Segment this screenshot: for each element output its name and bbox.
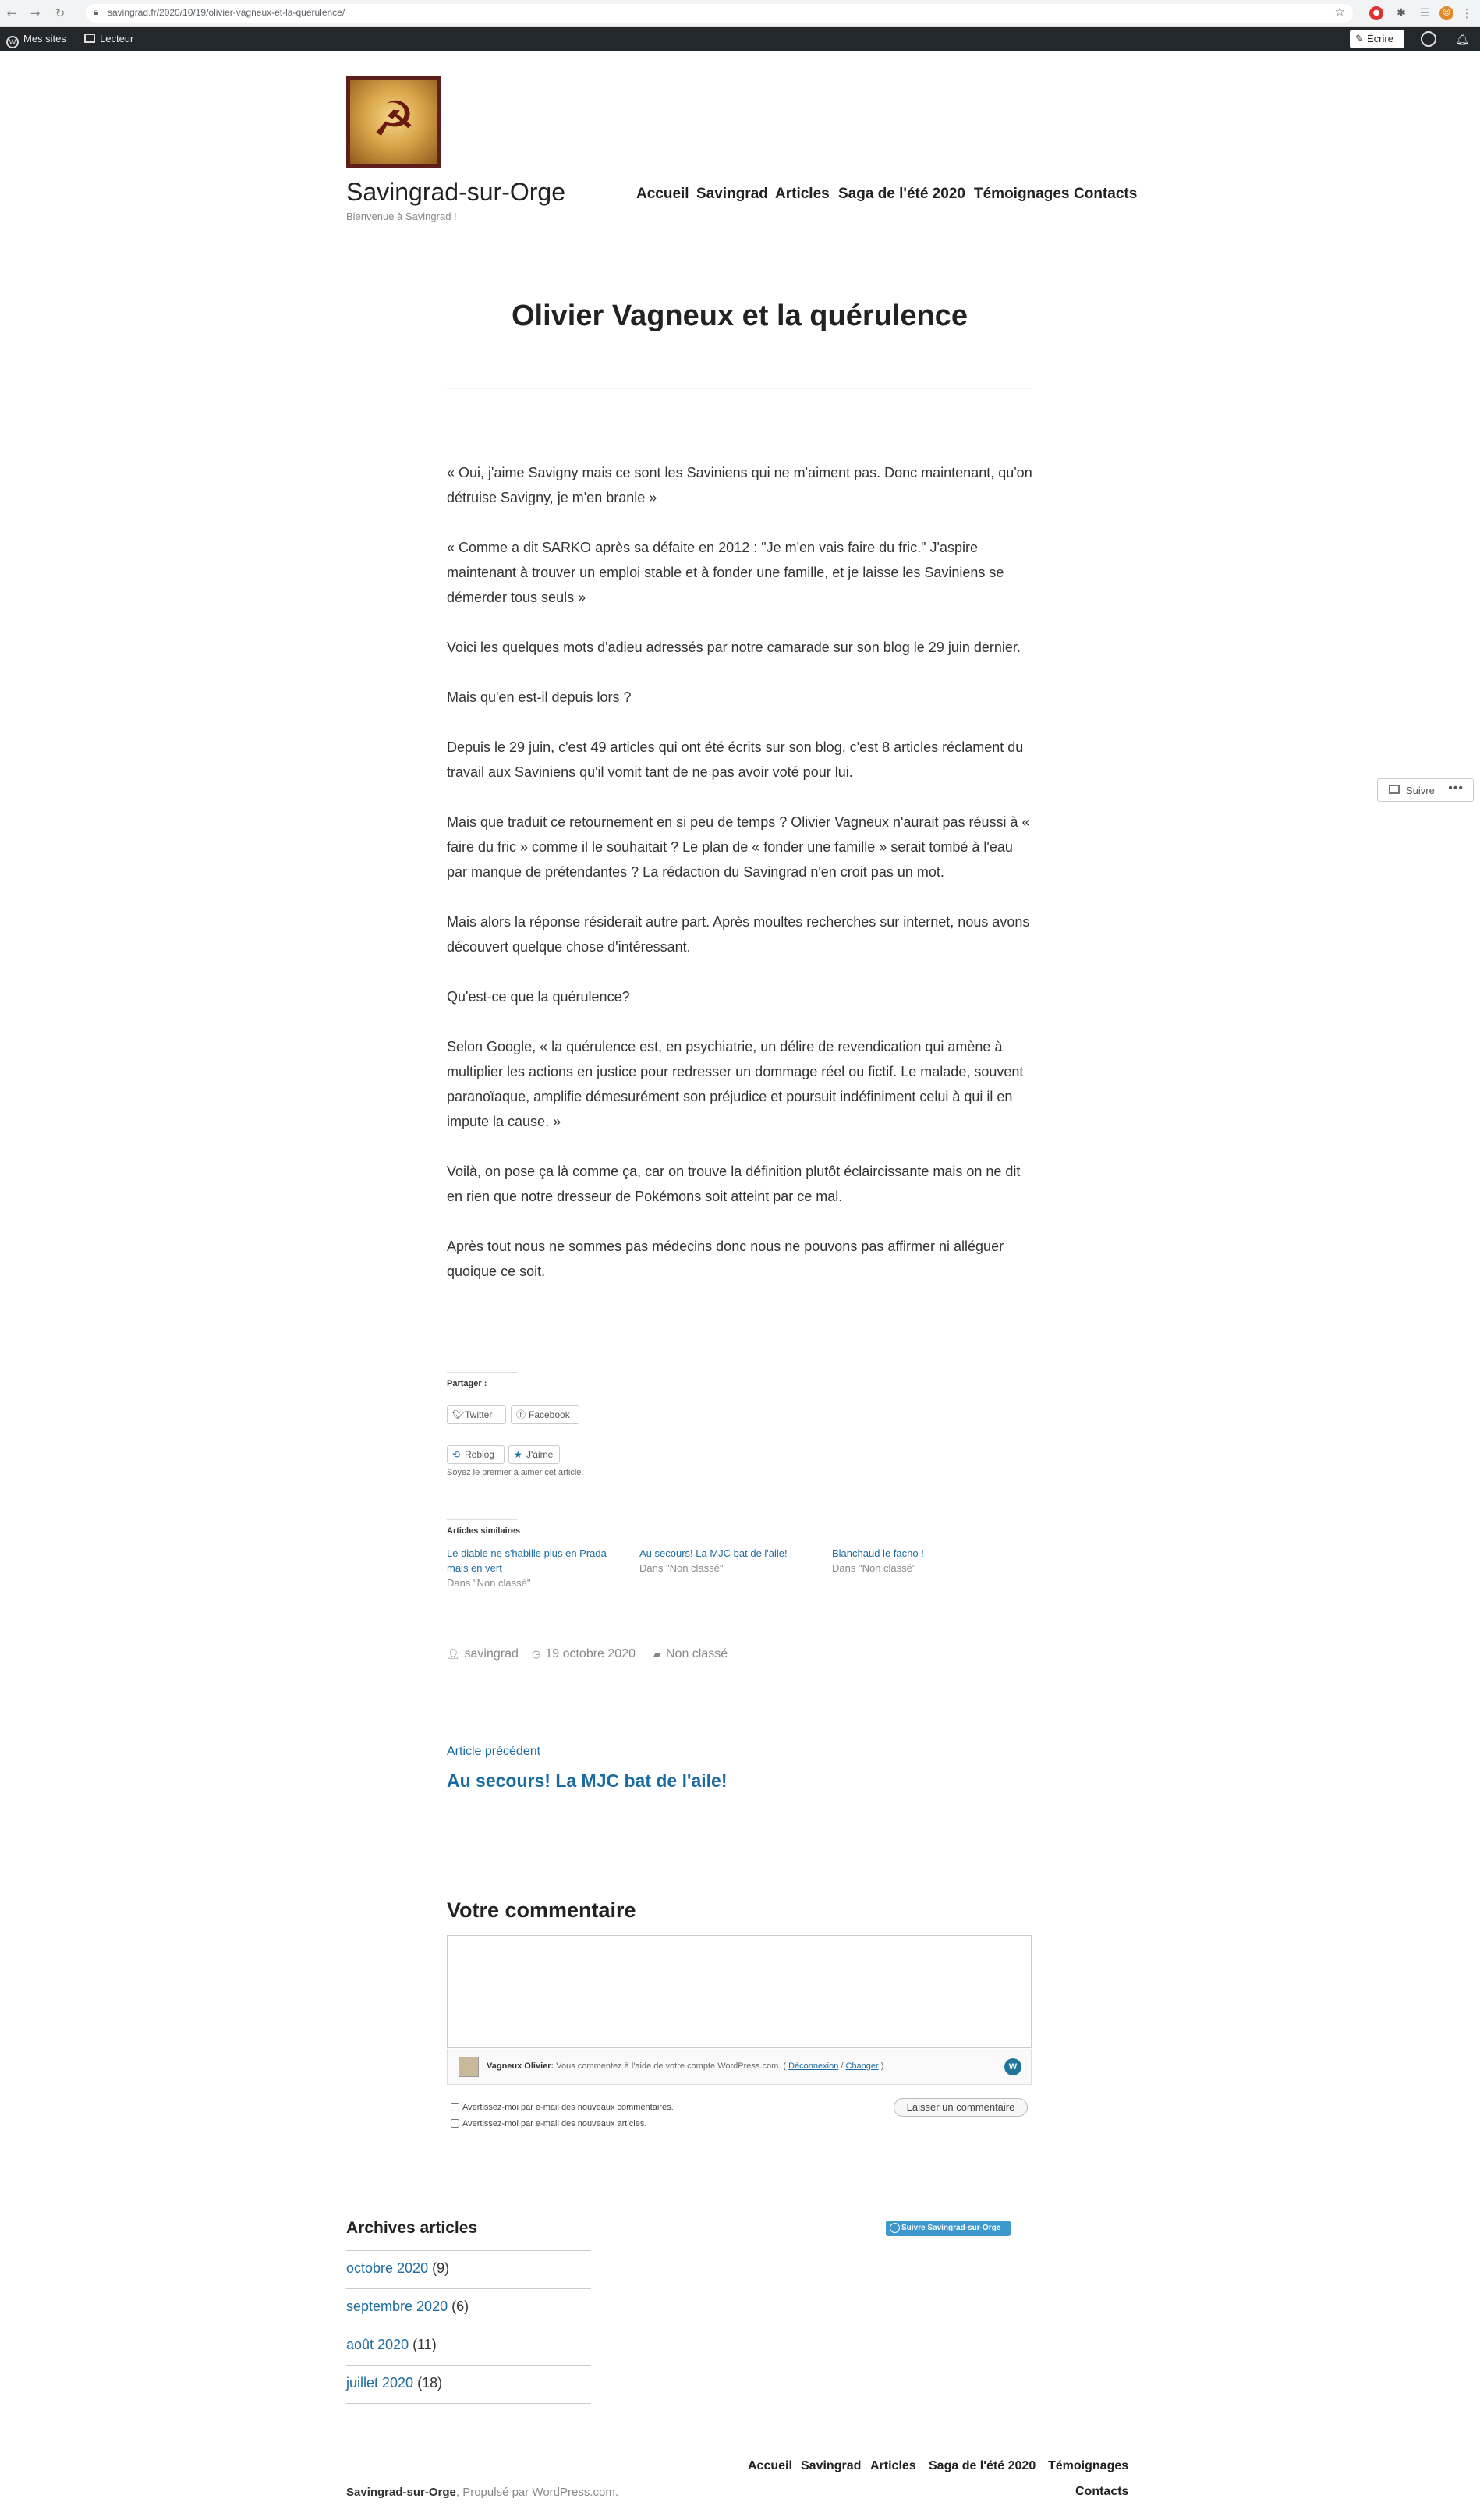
site-logo[interactable]	[346, 76, 441, 168]
browser-toolbar	[0, 0, 1480, 27]
previous-post-link[interactable]: Au secours! La MJC bat de l'aile!	[447, 1770, 728, 1791]
related-category: Dans "Non classé"	[832, 1562, 916, 1574]
footer-nav-temoignages[interactable]: Témoignages	[1048, 2459, 1129, 2472]
like-button[interactable]	[508, 1445, 560, 1464]
browser-menu-icon[interactable]: ⋮	[1461, 6, 1473, 20]
nav-item-contacts[interactable]: Contacts	[1074, 186, 1138, 202]
post-date[interactable]	[532, 1647, 636, 1661]
footer-nav-saga[interactable]: Saga de l'été 2020	[929, 2459, 1036, 2472]
notify-comments-label: Avertissez-moi par e-mail des nouveaux commentaires.	[462, 2103, 674, 2112]
article-body	[447, 460, 1033, 1309]
reload-icon[interactable]: ↻	[55, 6, 66, 20]
footer-nav-articles[interactable]: Articles	[870, 2459, 916, 2472]
notify-posts-label: Avertissez-moi par e-mail des nouveaux articles.	[462, 2119, 647, 2128]
star-like-icon: ★	[514, 1449, 522, 1460]
article-paragraph: Après tout nous ne sommes pas médecins donc nous ne pouvons pas affirmer ni alléguer quoique ce soit.	[447, 1239, 1004, 1279]
archive-item[interactable]	[346, 2365, 591, 2403]
clock-icon: ◷	[532, 1648, 541, 1660]
wordpress-icon: W	[1004, 2058, 1021, 2075]
sharing-heading: Partager :	[447, 1379, 487, 1388]
article-paragraph: Voilà, on pose ça là comme ça, car on trouve la définition plutôt éclaircissante mais on ne dit en rien que notre dresseur de Pokémons soit atteint par ce mal.	[447, 1164, 1021, 1204]
commenter-name: Vagneux Olivier:	[487, 2061, 554, 2071]
article-paragraph: Mais alors la réponse résiderait autre part. Après moultes recherches sur internet, nous avons découvert quelque chose d'intéressant.	[447, 914, 1030, 955]
archive-link[interactable]: juillet 2020	[346, 2375, 414, 2391]
facebook-icon: ⓕ	[516, 1409, 526, 1420]
archive-link[interactable]: septembre 2020	[346, 2298, 448, 2314]
article-paragraph: « Oui, j'aime Savigny mais ce sont les Saviniens qui ne m'aiment pas. Donc maintenant, qu'on détruise Savigny, je m'en branle »	[447, 465, 1032, 505]
write-button[interactable]	[1350, 30, 1404, 48]
archive-count: (6)	[451, 2298, 469, 2314]
change-account-link[interactable]: Changer	[845, 2061, 879, 2071]
facebook-share-button[interactable]	[511, 1405, 579, 1424]
facebook-label: Facebook	[529, 1409, 570, 1420]
paren-open: (	[783, 2061, 787, 2071]
wordpress-icon	[890, 2223, 900, 2233]
archive-item[interactable]	[346, 2327, 591, 2365]
logged-in-info	[487, 2061, 883, 2071]
reader-link[interactable]	[84, 32, 133, 46]
admin-bar	[0, 27, 1480, 51]
comment-input[interactable]	[448, 1936, 1031, 2047]
related-item[interactable]	[639, 1546, 811, 1575]
write-label: Écrire	[1367, 33, 1393, 44]
previous-post-label[interactable]: Article précédent	[447, 1745, 541, 1758]
submit-comment-button[interactable]: Laisser un commentaire	[894, 2098, 1028, 2117]
my-sites-link[interactable]	[6, 32, 66, 46]
post-category[interactable]	[653, 1647, 728, 1661]
follow-blog-label: Suivre Savingrad-sur-Orge	[901, 2224, 1001, 2232]
footer-credit	[346, 2486, 618, 2499]
nav-item-saga[interactable]: Saga de l'été 2020	[838, 186, 965, 202]
site-title[interactable]: Savingrad-sur-Orge	[346, 178, 565, 206]
reader-icon	[84, 34, 95, 43]
lock-icon: 🔒︎	[94, 6, 99, 17]
archive-count: (11)	[412, 2337, 437, 2352]
related-category: Dans "Non classé"	[639, 1562, 724, 1574]
related-item[interactable]	[447, 1546, 618, 1590]
follow-label[interactable]: Suivre	[1406, 785, 1435, 796]
date-text[interactable]: 19 octobre 2020	[545, 1647, 636, 1661]
archive-item[interactable]	[346, 2288, 591, 2327]
more-options-icon[interactable]: •••	[1448, 782, 1464, 795]
related-divider	[447, 1519, 517, 1520]
footer-nav-contacts[interactable]: Contacts	[1075, 2485, 1129, 2498]
comment-textarea[interactable]	[447, 1935, 1032, 2048]
paren-close: )	[880, 2061, 884, 2071]
folder-icon: ▰	[653, 1648, 661, 1660]
article-paragraph: Depuis le 29 juin, c'est 49 articles qui ont été écrits sur son blog, c'est 8 articles réclament du travail aux Saviniens qu'il vomit tant de ne pas avoir voté pour lui.	[447, 739, 1024, 780]
related-heading: Articles similaires	[447, 1526, 521, 1536]
notifications-bell-icon[interactable]: 🔔︎	[1455, 33, 1469, 45]
logged-in-text: Vous commentez à l'aide de votre compte WordPress.com.	[556, 2061, 781, 2071]
archives-heading: Archives articles	[346, 2219, 478, 2237]
article-paragraph: Mais que traduit ce retournement en si peu de temps ? Olivier Vagneux n'aurait pas réussi à « faire du fric » comme il le souhaitait ? Le plan de « fonder une famille » serait tombé à l'eau par manque de prétendantes ? La rédaction du Savingrad n'en croit pas un mot.	[447, 814, 1030, 880]
page-title: Olivier Vagneux et la quérulence	[511, 299, 968, 332]
article-paragraph: Mais qu'en est-il depuis lors ?	[447, 689, 632, 705]
reblog-icon: ⟲	[452, 1449, 461, 1460]
notify-comments-option[interactable]	[451, 2103, 674, 2112]
archive-link[interactable]: octobre 2020	[346, 2260, 429, 2276]
follow-widget[interactable]	[1377, 778, 1474, 802]
address-bar[interactable]	[86, 4, 1353, 23]
footer-nav-savingrad[interactable]: Savingrad	[801, 2459, 862, 2472]
sharing-divider	[447, 1372, 517, 1373]
archive-link[interactable]: août 2020	[346, 2337, 409, 2352]
commenter-avatar	[459, 2057, 479, 2077]
nav-item-savingrad[interactable]: Savingrad	[696, 186, 768, 202]
author-name[interactable]: savingrad	[464, 1647, 519, 1661]
user-avatar-icon[interactable]	[1421, 31, 1436, 47]
related-title[interactable]: Le diable ne s'habille plus en Prada mais en vert	[447, 1547, 607, 1574]
my-sites-label: Mes sites	[23, 33, 66, 44]
notify-posts-option[interactable]	[451, 2119, 646, 2128]
url-text: savingrad.fr/2020/10/19/olivier-vagneux-et-la-querulence/	[108, 7, 345, 18]
extensions-puzzle-icon[interactable]: ✱	[1397, 7, 1406, 19]
reblog-button[interactable]	[447, 1445, 505, 1464]
post-author[interactable]	[447, 1647, 519, 1661]
twitter-label: Twitter	[465, 1409, 493, 1420]
footer-powered[interactable]: Propulsé par WordPress.com.	[462, 2486, 619, 2499]
comment-heading: Votre commentaire	[447, 1898, 636, 1922]
adblock-extension-icon[interactable]: ●	[1369, 6, 1383, 20]
forward-icon[interactable]: →	[30, 6, 41, 20]
archive-count: (9)	[432, 2260, 450, 2276]
category-text[interactable]: Non classé	[666, 1647, 728, 1661]
related-title[interactable]: Blanchaud le facho !	[832, 1547, 924, 1559]
nav-item-articles[interactable]: Articles	[775, 186, 830, 202]
article-paragraph: Voici les quelques mots d'adieu adressés par notre camarade sur son blog le 29 juin dernier.	[447, 640, 1021, 655]
article-paragraph: « Comme a dit SARKO après sa défaite en 2012 : "Je m'en vais faire du fric." J'aspire maintenant à trouver un emploi stable et à fonder une famille, et je laisse les Saviniens se démerder tous seuls »	[447, 540, 1004, 605]
write-icon: ✎	[1355, 33, 1364, 44]
reading-list-icon[interactable]: ☰	[1419, 7, 1430, 19]
footer-separator: ,	[455, 2486, 460, 2499]
nav-item-temoignages[interactable]: Témoignages	[974, 186, 1070, 202]
related-category: Dans "Non classé"	[447, 1577, 531, 1589]
archive-divider	[346, 2403, 591, 2404]
author-icon: 👤︎	[447, 1648, 460, 1660]
twitter-share-button[interactable]	[447, 1405, 506, 1424]
related-title[interactable]: Au secours! La MJC bat de l'aile!	[639, 1547, 788, 1559]
archive-item[interactable]	[346, 2250, 591, 2288]
article-paragraph: Selon Google, « la quérulence est, en psychiatrie, un délire de revendication qui amène à multiplier les actions en justice pour redresser un dommage réel ou fictif. Le malade, souvent paranoïaque, amplifie démesurément son préjudice et poursuit indéfiniment celui à qui il en impute la cause. »	[447, 1039, 1024, 1129]
follow-icon	[1389, 785, 1400, 794]
nav-item-accueil[interactable]: Accueil	[636, 186, 689, 202]
title-divider	[447, 388, 1032, 389]
logout-link[interactable]: Déconnexion	[788, 2061, 839, 2071]
comment-identity-bar	[447, 2049, 1032, 2085]
like-label: J'aime	[526, 1449, 554, 1460]
reblog-label: Reblog	[465, 1449, 495, 1460]
profile-avatar-icon[interactable]: ☺	[1439, 6, 1453, 20]
link-separator: /	[841, 2061, 844, 2071]
notify-posts-checkbox[interactable]	[451, 2119, 459, 2128]
likes-text: Soyez le premier à aimer cet article.	[447, 1468, 584, 1477]
hammer-sickle-icon: ☭	[372, 90, 416, 147]
footer-site-name[interactable]: Savingrad-sur-Orge	[346, 2486, 456, 2499]
follow-blog-button[interactable]	[886, 2221, 1011, 2236]
back-icon[interactable]: ←	[6, 6, 17, 20]
bookmark-star-icon[interactable]: ☆	[1334, 5, 1345, 19]
article-paragraph: Qu'est-ce que la quérulence?	[447, 989, 630, 1005]
footer-nav-accueil[interactable]: Accueil	[748, 2459, 792, 2472]
site-tagline: Bienvenue à Savingrad !	[346, 211, 457, 222]
related-item[interactable]	[832, 1546, 1004, 1575]
notify-comments-checkbox[interactable]	[451, 2103, 459, 2111]
reader-label: Lecteur	[100, 33, 134, 44]
wordpress-icon: W	[6, 36, 19, 48]
twitter-icon: 🐦︎	[452, 1409, 465, 1420]
archive-count: (18)	[417, 2375, 443, 2391]
